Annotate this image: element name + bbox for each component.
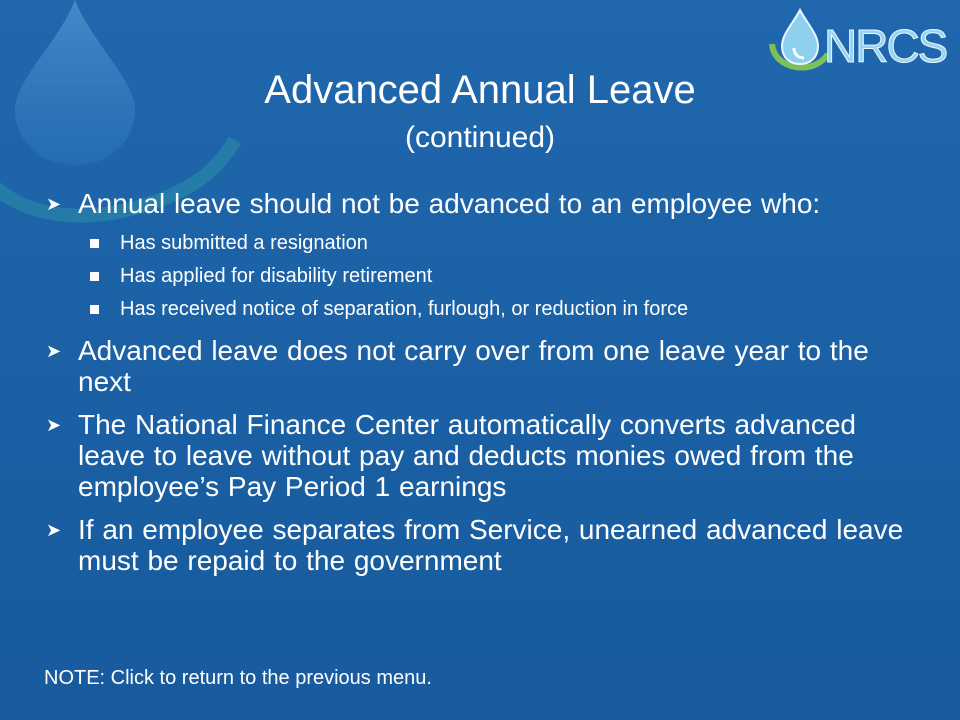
return-note[interactable]: NOTE: Click to return to the previous menu. (44, 667, 432, 689)
sub-bullet-item: Has applied for disability retirement (90, 264, 926, 288)
square-bullet-icon (90, 239, 99, 248)
slide-subtitle: (continued) (404, 121, 556, 154)
bullet-item: ➤ If an employee separates from Service, unearned advanced leave must be repaid to the government (46, 514, 904, 576)
arrow-bullet-icon: ➤ (46, 341, 62, 361)
logo-text: NRCS (824, 20, 947, 72)
bullet-list (46, 188, 926, 588)
bullet-item: ➤ Annual leave should not be advanced to an employee who: (46, 188, 821, 219)
sub-bullet-list (90, 231, 926, 321)
bullet-item: ➤ Advanced leave does not carry over from one leave year to the next (46, 335, 869, 397)
arrow-bullet-icon: ➤ (46, 194, 62, 214)
arrow-bullet-icon: ➤ (46, 520, 62, 540)
square-bullet-icon (90, 272, 99, 281)
slide-title: Advanced Annual Leave (264, 68, 696, 112)
arrow-bullet-icon: ➤ (46, 415, 62, 435)
square-bullet-icon (90, 305, 99, 314)
sub-bullet-item: Has received notice of separation, furlough, or reduction in force (90, 297, 926, 321)
bullet-item: ➤ The National Finance Center automatically converts advanced leave to leave without pay and deducts monies owed from the employee’s Pay Period 1 earnings (46, 409, 856, 502)
sub-bullet-item: Has submitted a resignation (90, 231, 926, 255)
